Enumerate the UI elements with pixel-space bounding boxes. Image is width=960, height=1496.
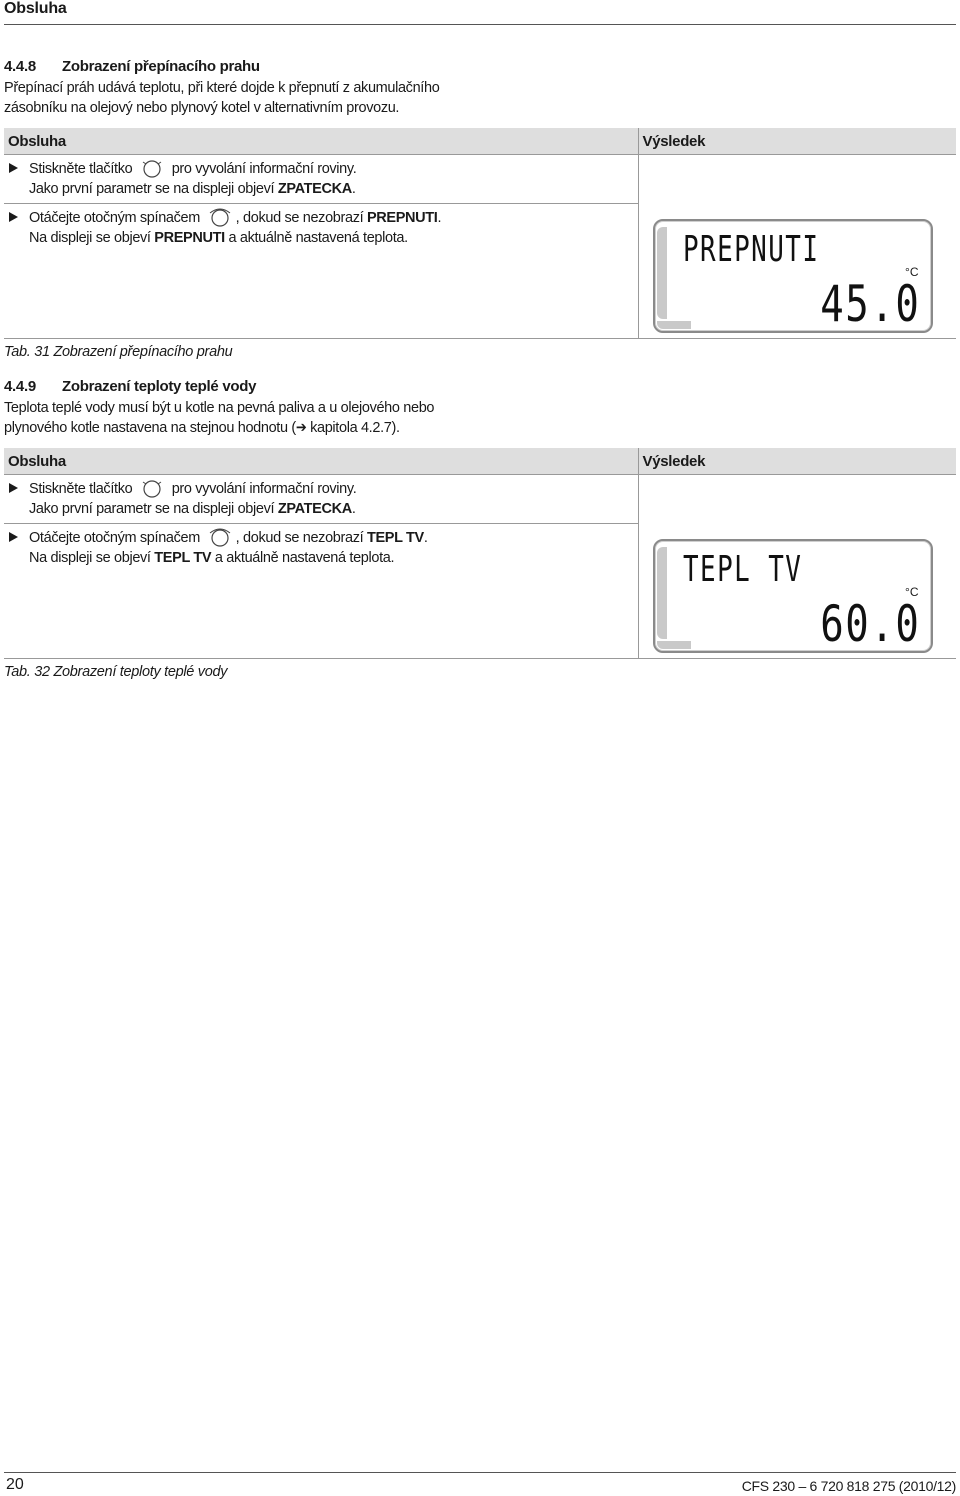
intro-line: plynového kotle nastavena na stejnou hodnotu (➔ kapitola 4.2.7). bbox=[4, 420, 400, 436]
section-title: Zobrazení přepínacího prahu bbox=[62, 58, 260, 75]
step-bold-text: PREPNUTI bbox=[154, 230, 225, 246]
info-button-icon bbox=[139, 158, 165, 178]
step-text: Otáčejte otočným spínačem bbox=[29, 210, 200, 226]
display-value: 45.0 bbox=[820, 275, 921, 333]
step-text: Na displeji se objeví bbox=[29, 550, 155, 566]
step-text: . bbox=[423, 530, 428, 546]
display-text: PREPNUTI bbox=[682, 229, 819, 270]
table-caption: Tab. 32 Zobrazení teploty teplé vody bbox=[4, 664, 228, 680]
step-bold-text: TEPL TV bbox=[154, 550, 212, 566]
step-bold-text: PREPNUTI bbox=[366, 210, 438, 226]
footer-divider bbox=[4, 1472, 956, 1473]
step-cell bbox=[4, 475, 638, 524]
step-1 bbox=[4, 155, 638, 201]
display-bezel bbox=[657, 547, 667, 639]
step-text: a aktuálně nastavená teplota. bbox=[211, 550, 395, 566]
table-caption: Tab. 31 Zobrazení přepínacího prahu bbox=[4, 344, 233, 360]
info-button-icon bbox=[139, 478, 165, 498]
result-cell bbox=[638, 155, 956, 339]
step-text: Otáčejte otočným spínačem bbox=[29, 530, 200, 546]
result-cell bbox=[638, 475, 956, 659]
page-number: 20 bbox=[6, 1476, 24, 1493]
step-text: Jako první parametr se na displeji objeví bbox=[29, 181, 278, 197]
step-text: pro vyvolání informační roviny. bbox=[171, 481, 357, 497]
intro-line: Teplota teplé vody musí být u kotle na pevná paliva a u olejového nebo bbox=[4, 400, 435, 416]
display-bezel bbox=[657, 227, 667, 319]
header-divider bbox=[4, 24, 956, 25]
bullet-triangle-icon bbox=[9, 483, 18, 493]
bullet-triangle-icon bbox=[9, 532, 18, 542]
rotary-knob-icon bbox=[207, 207, 233, 227]
display-value: 60.0 bbox=[820, 595, 921, 653]
page-header-title: Obsluha bbox=[4, 0, 67, 17]
section-intro bbox=[4, 78, 439, 118]
lcd-display bbox=[653, 539, 933, 653]
column-header-obsluha: Obsluha bbox=[4, 448, 638, 475]
step-cell bbox=[4, 155, 638, 204]
section-number: 4.4.8 bbox=[4, 58, 36, 75]
display-unit: °C bbox=[905, 265, 919, 279]
bullet-triangle-icon bbox=[9, 163, 18, 173]
step-text: , dokud se nezobrazí bbox=[235, 210, 367, 226]
rotary-knob-icon bbox=[207, 527, 233, 547]
section-intro bbox=[4, 398, 434, 438]
intro-line: zásobníku na olejový nebo plynový kotel v alternativním provozu. bbox=[4, 100, 400, 116]
step-cell bbox=[4, 204, 638, 339]
display-bezel bbox=[657, 641, 691, 649]
step-text: Jako první parametr se na displeji objeví bbox=[29, 501, 278, 517]
operation-table-32 bbox=[4, 448, 956, 659]
step-2 bbox=[4, 524, 638, 570]
step-text: . bbox=[351, 181, 356, 197]
step-text: . bbox=[437, 210, 442, 226]
step-text: . bbox=[351, 501, 356, 517]
step-bold-text: ZPATECKA bbox=[277, 501, 352, 517]
column-header-vysledek: Výsledek bbox=[638, 448, 956, 475]
step-text: pro vyvolání informační roviny. bbox=[171, 161, 357, 177]
column-header-vysledek: Výsledek bbox=[638, 128, 956, 155]
display-unit: °C bbox=[905, 585, 919, 599]
step-cell bbox=[4, 524, 638, 659]
section-number: 4.4.9 bbox=[4, 378, 36, 395]
section-title: Zobrazení teploty teplé vody bbox=[62, 378, 257, 395]
step-text: a aktuálně nastavená teplota. bbox=[224, 230, 408, 246]
display-bezel bbox=[657, 321, 691, 329]
column-header-obsluha: Obsluha bbox=[4, 128, 638, 155]
step-text: Stiskněte tlačítko bbox=[29, 481, 133, 497]
step-1 bbox=[4, 475, 638, 521]
document-id: CFS 230 – 6 720 818 275 (2010/12) bbox=[741, 1478, 956, 1494]
operation-table-31 bbox=[4, 128, 956, 339]
bullet-triangle-icon bbox=[9, 212, 18, 222]
step-bold-text: ZPATECKA bbox=[277, 181, 352, 197]
step-text: Na displeji se objeví bbox=[29, 230, 155, 246]
step-2 bbox=[4, 204, 638, 250]
step-text: , dokud se nezobrazí bbox=[235, 530, 367, 546]
step-bold-text: TEPL TV bbox=[366, 530, 424, 546]
lcd-display bbox=[653, 219, 933, 333]
step-text: Stiskněte tlačítko bbox=[29, 161, 133, 177]
section-heading-4-4-9 bbox=[4, 378, 256, 395]
intro-line: Přepínací práh udává teplotu, při které dojde k přepnutí z akumulačního bbox=[4, 80, 440, 96]
section-heading-4-4-8 bbox=[4, 58, 260, 75]
display-text: TEPL TV bbox=[682, 549, 802, 590]
